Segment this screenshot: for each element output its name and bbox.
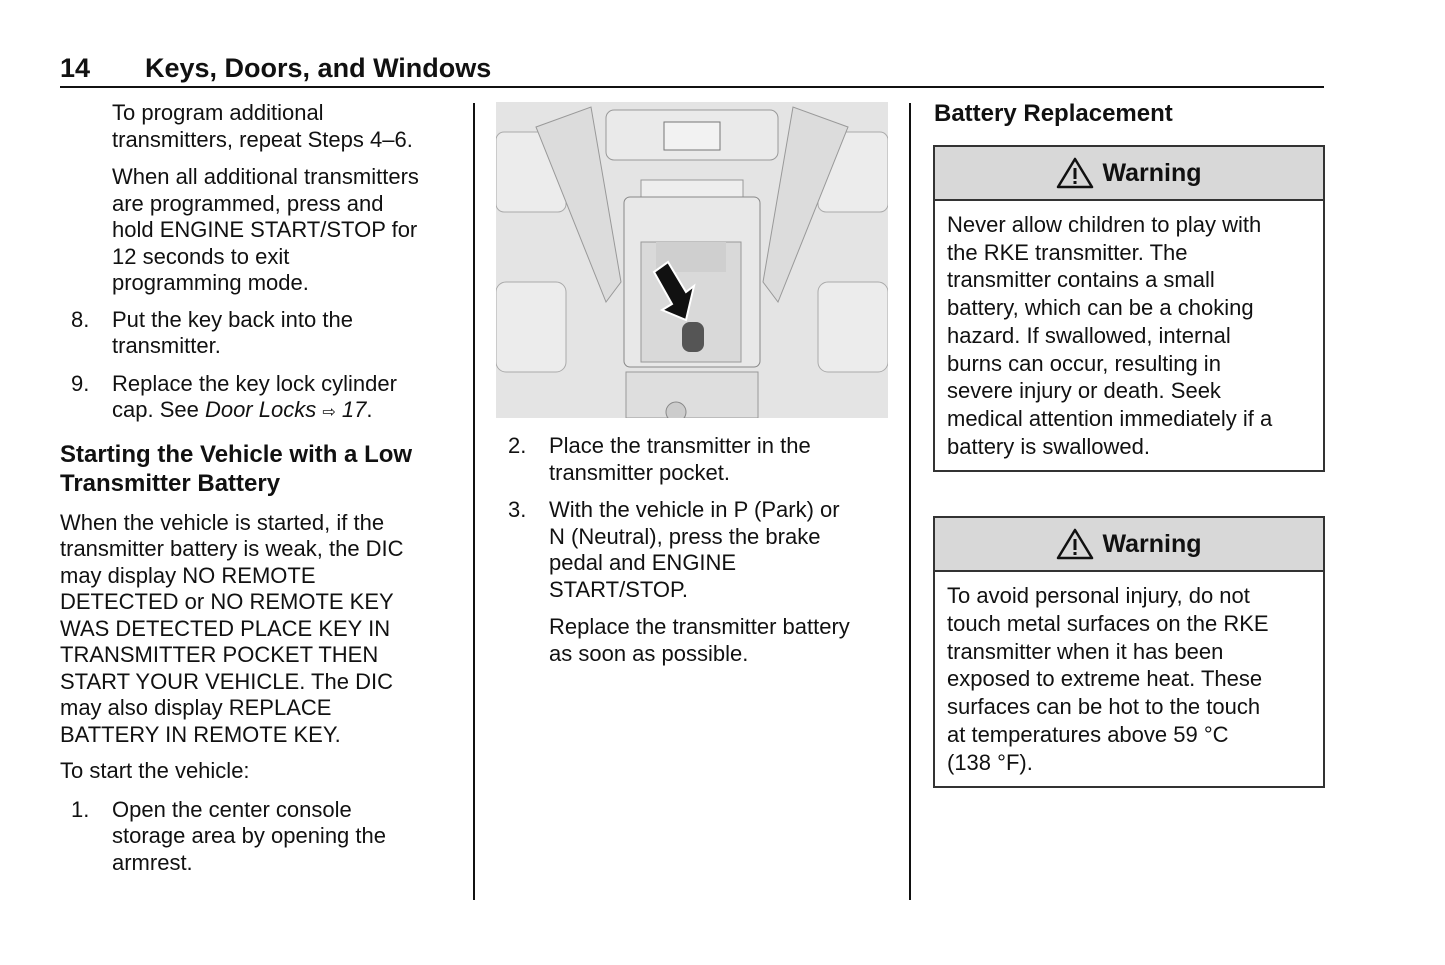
warning-triangle-icon <box>1056 157 1094 189</box>
step-text: Open the center console storage area by opening the armrest. <box>112 796 386 875</box>
step-text: Put the key back into the transmitter. <box>112 306 353 358</box>
paragraph: When the vehicle is started, if the transmitter battery is weak, the DIC may display NO REMOTE DETECTED or NO REMOTE KEY WAS DETECTED PLACE KEY IN TRANSMITTER POCKET THEN START YOUR VEHICLE. The DIC may also display REPLACE BATTERY IN REMOTE KEY. <box>60 509 404 747</box>
step-body <box>112 371 397 426</box>
step-item <box>496 433 888 486</box>
left-column <box>60 100 468 876</box>
right-column <box>933 99 1325 788</box>
step-item <box>496 497 888 603</box>
warning-box <box>933 145 1325 472</box>
warning-triangle-icon <box>1056 528 1094 560</box>
paragraph: To program additional transmitters, repeat Steps 4–6. <box>112 100 413 152</box>
punctuation: . <box>366 397 373 422</box>
step-text-prefix: cap. See <box>112 397 205 422</box>
cross-reference-link[interactable] <box>205 397 366 422</box>
page-number: 14 <box>60 53 91 83</box>
warning-header <box>935 147 1323 201</box>
center-console-illustration <box>496 102 888 418</box>
step-text: With the vehicle in P (Park) or N (Neutral), press the brake pedal and ENGINE START/STOP. <box>549 497 840 602</box>
warning-title: Warning <box>1102 158 1202 187</box>
paragraph: To start the vehicle: <box>60 758 250 783</box>
page-title: Keys, Doors, and Windows <box>145 53 492 83</box>
step-number: 9. <box>71 370 90 396</box>
warning-header <box>935 518 1323 572</box>
header-rule <box>60 86 1324 88</box>
step-number: 3. <box>508 497 527 522</box>
arrow-icon: ⇨ <box>322 402 336 421</box>
step-line: Replace the key lock cylinder <box>112 370 397 396</box>
link-text: Door Locks <box>204 397 317 422</box>
column-divider <box>473 103 475 900</box>
warning-text: Never allow children to play with the RKE transmitter. The transmitter contains a small battery, which can be a choking hazard. If swallowed, internal burns can occur, resulting in severe injury or death. Seek medical attention immediately if a battery is swallowed. <box>947 212 1273 459</box>
page-reference: 17 <box>341 397 367 422</box>
step-number: 1. <box>71 796 90 822</box>
step-line-2 <box>112 397 397 426</box>
step-item <box>60 797 468 877</box>
paragraph: Replace the transmitter battery as soon as possible. <box>549 614 850 666</box>
column-divider <box>909 103 911 900</box>
step-number: 2. <box>508 433 527 458</box>
middle-column <box>496 102 888 667</box>
section-heading: Battery Replacement <box>934 100 1173 127</box>
step-text: Place the transmitter in the transmitter pocket. <box>549 433 811 485</box>
step-item <box>60 371 468 426</box>
paragraph: When all additional transmitters are programmed, press and hold ENGINE START/STOP for 12 seconds to exit programming mode. <box>112 164 419 295</box>
section-heading: Starting the Vehicle with a Low Transmitter Battery <box>60 440 413 497</box>
warning-title: Warning <box>1102 529 1202 558</box>
warning-box <box>933 516 1325 788</box>
step-item <box>60 307 468 360</box>
warning-text: To avoid personal injury, do not touch metal surfaces on the RKE transmitter when it has been exposed to extreme heat. These surfaces can be hot to the touch at temperatures above 59 °C (138 °F). <box>947 583 1269 775</box>
step-number: 8. <box>71 306 90 332</box>
